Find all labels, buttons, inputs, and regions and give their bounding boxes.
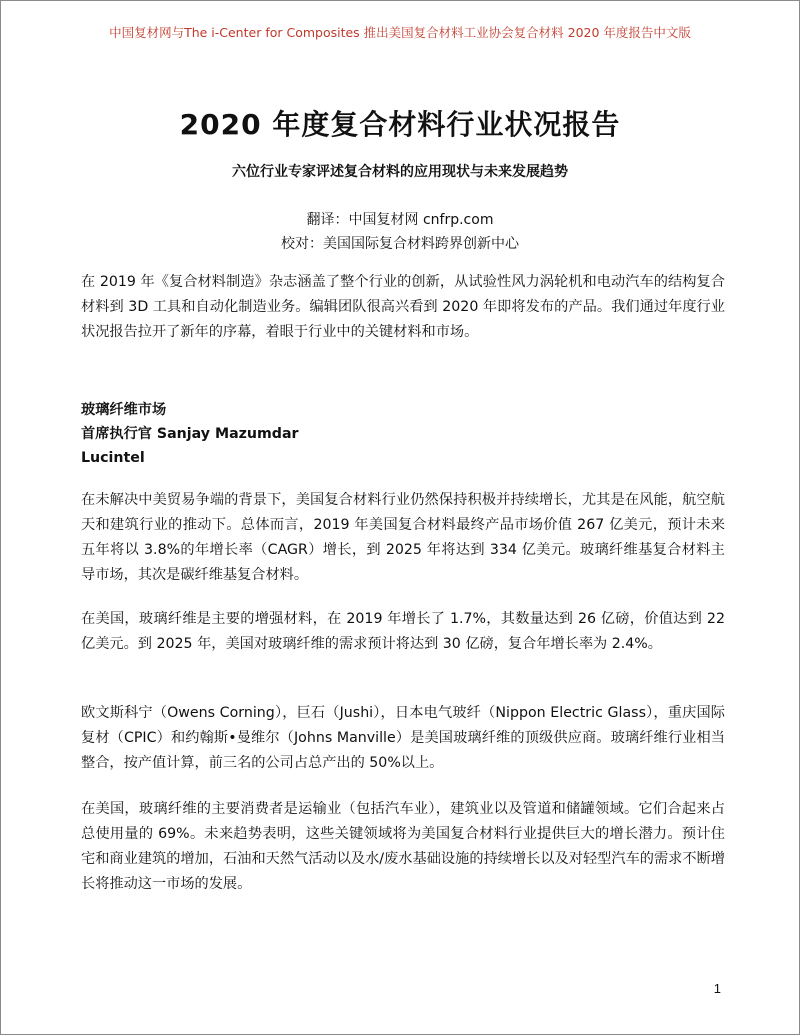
page-number: 1 bbox=[713, 981, 721, 996]
body-paragraph: 在美国，玻璃纤维是主要的增强材料，在 2019 年增长了 1.7%，其数量达到 26 亿磅，价值达到 22 亿美元。到 2025 年，美国对玻璃纤维的需求预计将达到 30 亿磅，复合年增长率为 2.4%。 bbox=[81, 611, 725, 652]
section-author: 首席执行官 Sanjay Mazumdar bbox=[81, 426, 299, 442]
section-heading: 玻璃纤维市场 bbox=[81, 402, 167, 418]
intro-paragraph: 在 2019 年《复合材料制造》杂志涵盖了整个行业的创新，从试验性风力涡轮机和电动汽车的结构复合材料到 3D 工具和自动化制造业务。编辑团队很高兴看到 2020 年即将发布的产品。我们通过年度行业状况报告拉开了新年的序幕，着眼于行业中的关键材料和市场。 bbox=[81, 274, 725, 340]
body-paragraph: 在未解决中美贸易争端的背景下，美国复合材料行业仍然保持积极并持续增长，尤其是在风能，航空航天和建筑行业的推动下。总体而言，2019 年美国复合材料最终产品市场价值 267 亿美元，预计未来五年将以 3.8%的年增长率（CAGR）增长，到 2025 年将达到 334 亿美元。玻璃纤维基复合材料主导市场，其次是碳纤维基复合材料。 bbox=[81, 492, 725, 583]
document-subtitle: 六位行业专家评述复合材料的应用现状与未来发展趋势 bbox=[232, 164, 568, 180]
proofreader-credit: 校对：美国国际复合材料跨界创新中心 bbox=[281, 236, 519, 252]
translator-credit: 翻译：中国复材网 cnfrp.com bbox=[306, 212, 494, 228]
body-paragraph: 在美国，玻璃纤维的主要消费者是运输业（包括汽车业），建筑业以及管道和储罐领域。它们合起来占总使用量的 69%。未来趋势表明，这些关键领域将为美国复合材料行业提供巨大的增长潜力。预计住宅和商业建筑的增加，石油和天然气活动以及水/废水基础设施的持续增长以及对轻型汽车的需求不断增长将推动这一市场的发展。 bbox=[81, 801, 725, 892]
body-paragraph: 欧文斯科宁（Owens Corning），巨石（Jushi），日本电气玻纤（Nippon Electric Glass），重庆国际复材（CPIC）和约翰斯•曼维尔（Johns Manville）是美国玻璃纤维的顶级供应商。玻璃纤维行业相当整合，按产值计算，前三名的公司占总产出的 50%以上。 bbox=[81, 705, 725, 771]
document-title: 2020 年度复合材料行业状况报告 bbox=[179, 108, 621, 141]
section-company: Lucintel bbox=[81, 450, 145, 466]
header-banner: 中国复材网与The i-Center for Composites 推出美国复合材料工业协会复合材料 2020 年度报告中文版 bbox=[109, 25, 691, 40]
